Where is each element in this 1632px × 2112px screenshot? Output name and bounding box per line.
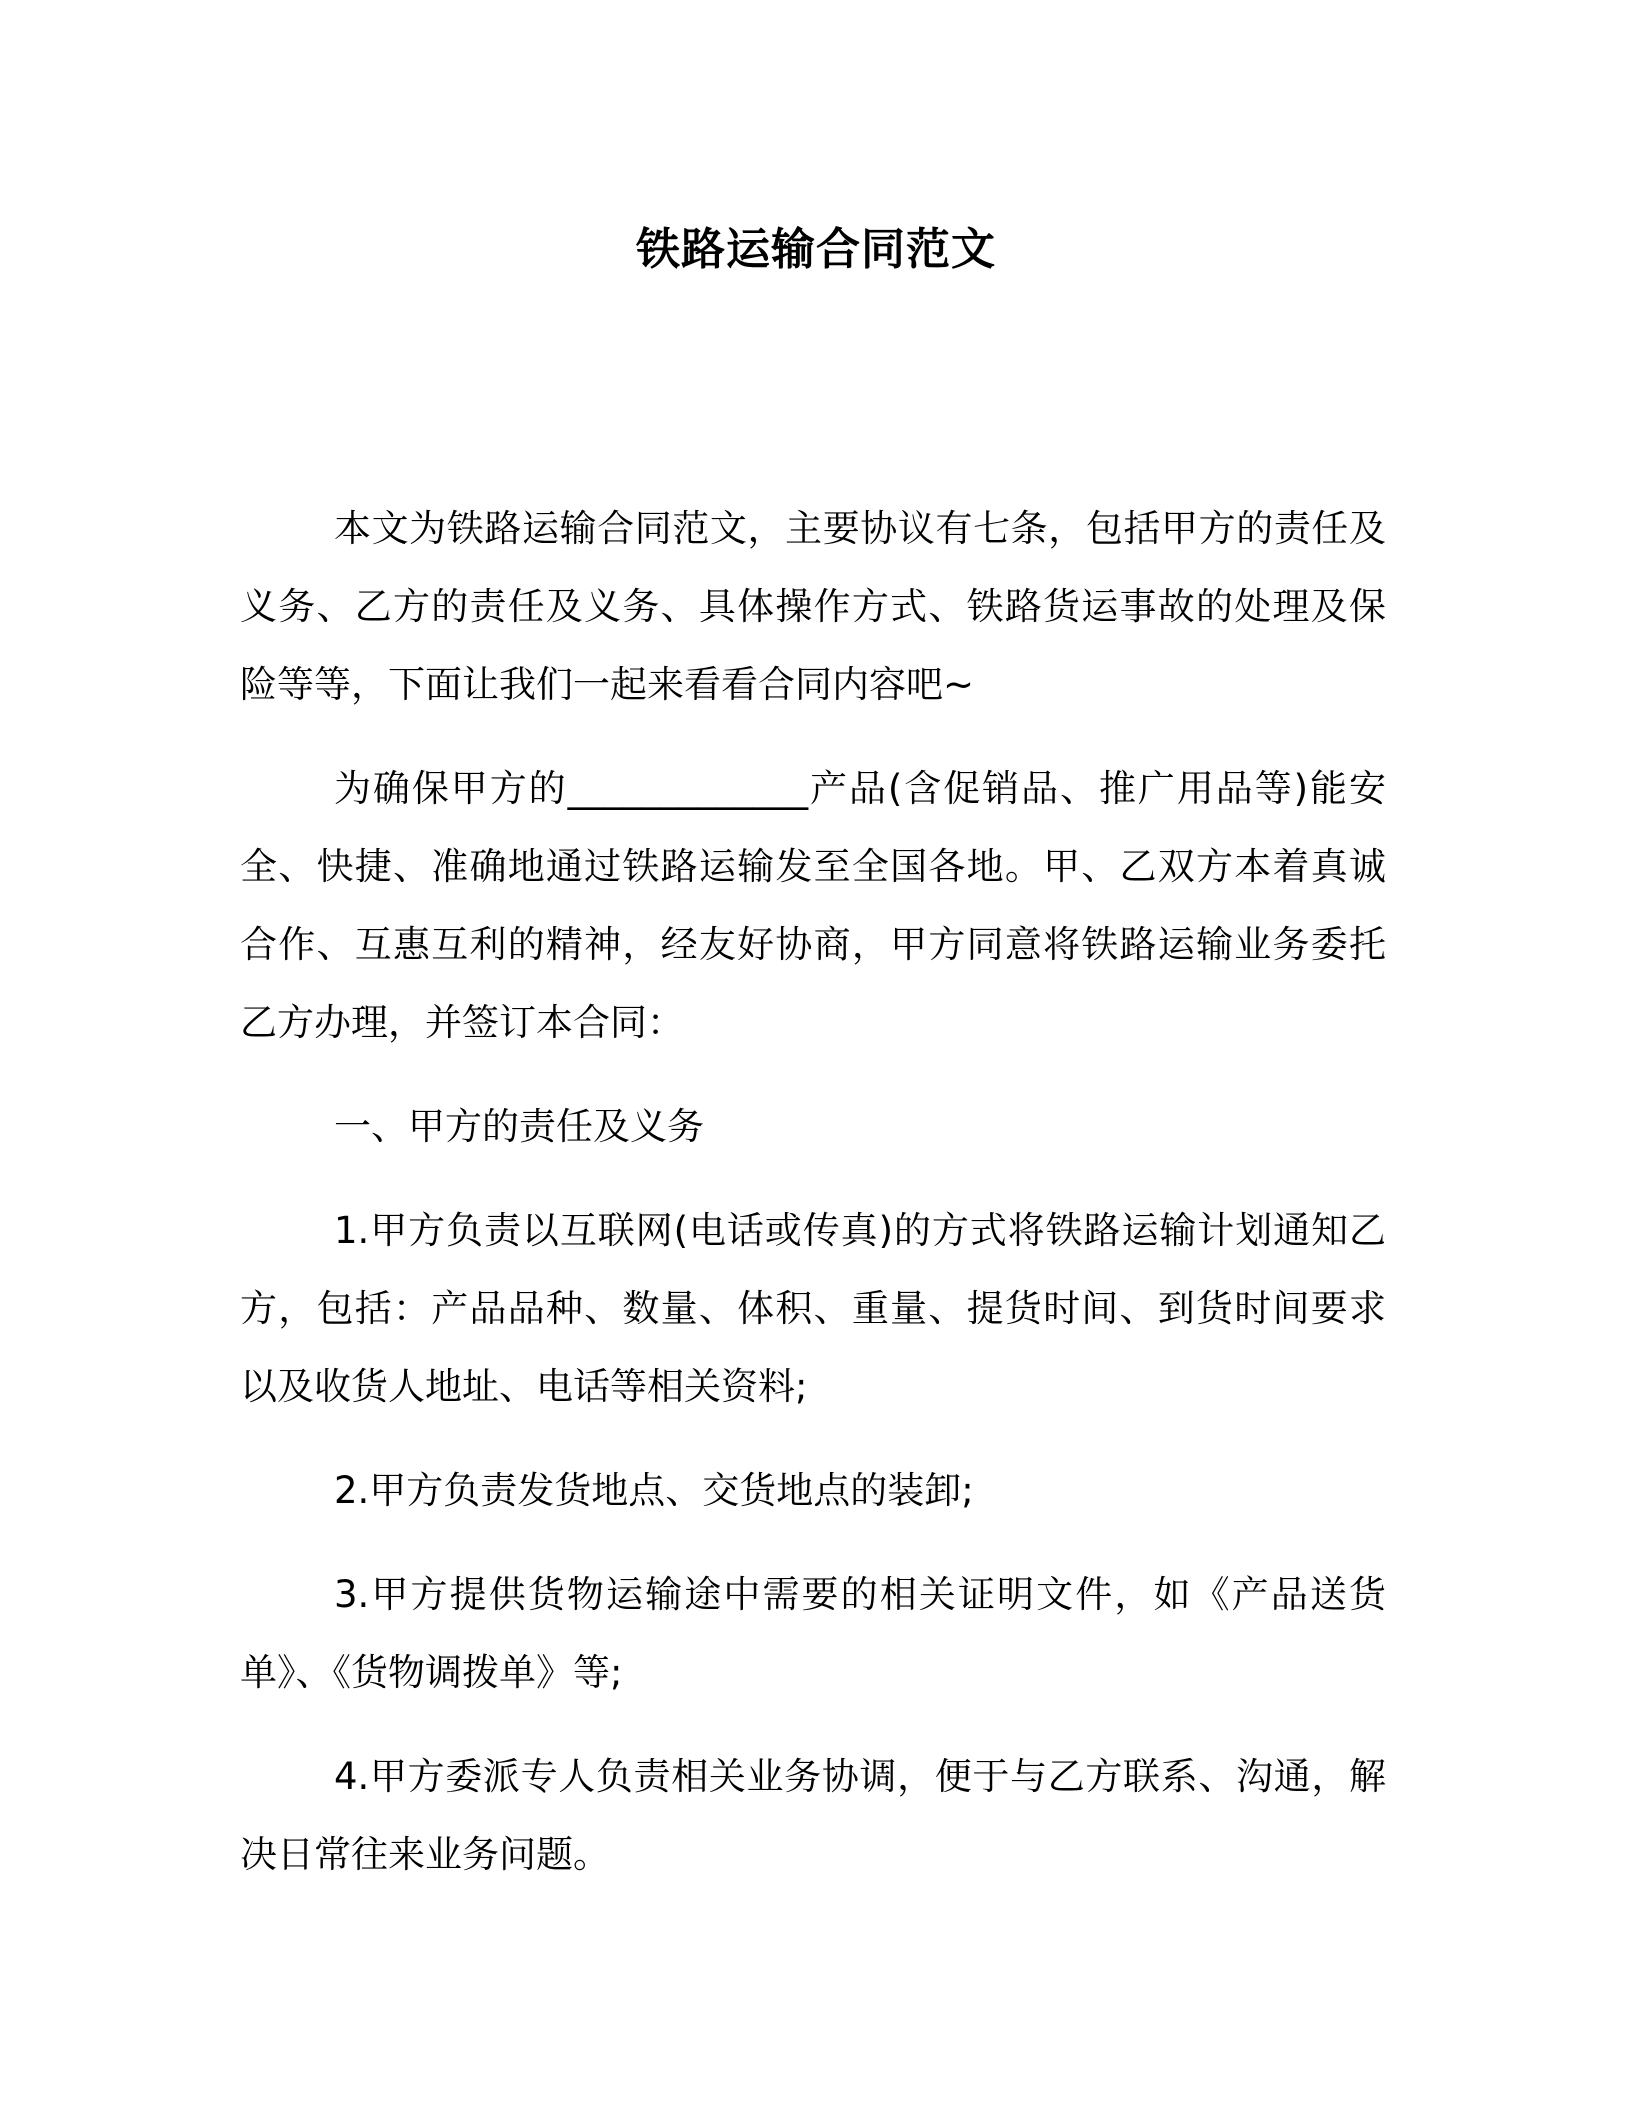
clause-1: 1.甲方负责以互联网(电话或传真)的方式将铁路运输计划通知乙方，包括：产品品种、数量、体积、重量、提货时间、到货时间要求以及收货人地址、电话等相关资料; (240, 1209, 1386, 1408)
document-body (240, 490, 1386, 1920)
clause-4: 4.甲方委派专人负责相关业务协调，便于与乙方联系、沟通，解决日常往来业务问题。 (240, 1755, 1386, 1876)
document-title: 铁路运输合同范文 (636, 224, 996, 275)
clause-2: 2.甲方负责发货地点、交货地点的装卸; (334, 1469, 974, 1512)
purpose-paragraph: 为确保甲方的_____________产品(含促销品、推广用品等)能安全、快捷、准确地通过铁路运输发至全国各地。甲、乙双方本着真诚合作、互惠互利的精神，经友好协商，甲方同意将铁路运输业务委托乙方办理，并签订本合同： (240, 767, 1386, 1044)
clause-3: 3.甲方提供货物运输途中需要的相关证明文件，如《产品送货单》、《货物调拨单》等; (240, 1573, 1386, 1694)
intro-paragraph: 本文为铁路运输合同范文，主要协议有七条，包括甲方的责任及义务、乙方的责任及义务、具体操作方式、铁路货运事故的处理及保险等等，下面让我们一起来看看合同内容吧~ (240, 507, 1386, 706)
section-heading-party-a: 一、甲方的责任及义务 (334, 1105, 704, 1148)
